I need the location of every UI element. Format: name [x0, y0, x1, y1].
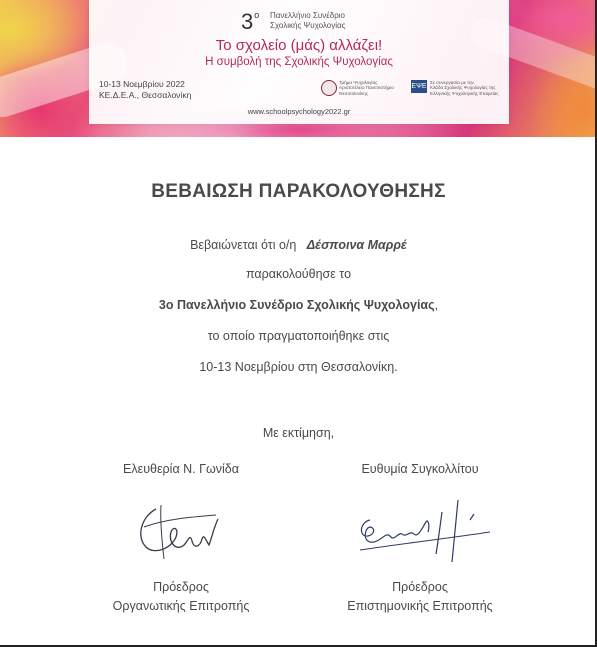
conference-name-line2: Σχολικής Ψυχολογίας — [270, 21, 346, 30]
conference-name-line1: Πανελλήνιο Συνέδριο — [270, 11, 345, 20]
signature-right — [340, 492, 510, 572]
venue-text: ΚΕ.Δ.Ε.Α., Θεσσαλονίκη — [99, 90, 192, 100]
organizer-2-line1: Σε συνεργασία με την — [430, 80, 474, 85]
society-logo-icon: ΕΨΕ — [411, 80, 427, 93]
organizer-2-line2: Κλάδο Σχολικής Ψυχολογίας της — [430, 85, 496, 91]
signer-role: Πρόεδρος — [153, 580, 209, 594]
dates-text: 10-13 Νοεμβρίου 2022 — [99, 79, 185, 89]
conference-subtitle: Η συμβολή της Σχολικής Ψυχολογίας — [205, 56, 393, 68]
signer-name: Ευθυμία Συγκολλίτου — [361, 462, 479, 476]
conference-title-text: 3ο Πανελλήνιο Συνέδριο Σχολικής Ψυχολογίας — [158, 298, 435, 312]
conference-number: $3^o$ — [241, 9, 260, 34]
certificate-intro-line — [0, 238, 597, 252]
organizer-2 — [430, 80, 506, 96]
intro-text: Βεβαιώνεται ότι ο/η — [190, 238, 297, 252]
signer-committee: Οργανωτικής Επιτροπής — [112, 599, 250, 613]
certificate-conference-line — [0, 298, 597, 312]
signer-name: Ελευθερία Ν. Γωνίδα — [123, 462, 239, 476]
signature-left — [116, 497, 246, 567]
organizer-1-line1: Τμήμα Ψυχολογίας — [339, 80, 378, 85]
conference-website: www.schoolpsychology2022.gr — [247, 107, 351, 116]
certificate-title: ΒΕΒΑΙΩΣΗ ΠΑΡΑΚΟΛΟΥΘΗΣΗΣ — [151, 181, 446, 202]
conference-suffix: , — [434, 298, 439, 312]
organizer-1-line3: Θεσσαλονίκης — [339, 90, 369, 96]
banner-card — [89, 0, 509, 124]
certificate-line-2: παρακολούθησε το — [245, 267, 352, 281]
organizer-2-line3: Ελληνικής Ψυχολογικής Εταιρείας — [430, 90, 499, 96]
certificate-line-4: το οποίο πραγματοποιήθηκε στις — [207, 329, 390, 343]
closing-greeting: Με εκτίμηση, — [262, 426, 335, 440]
signer-committee: Επιστημονικής Επιτροπής — [347, 599, 493, 613]
certificate-line-5: 10-13 Νοεμβρίου στη Θεσσαλονίκη. — [199, 360, 398, 374]
organizer-1 — [339, 80, 409, 96]
attendee-name: Δέσποινα Μαρρέ — [306, 238, 407, 252]
conference-dates — [99, 79, 191, 101]
university-seal-icon — [321, 80, 337, 96]
organizer-1-line2: Αριστοτέλειο Πανεπιστήμιο — [339, 85, 394, 91]
painted-banner — [0, 0, 597, 137]
signer-role: Πρόεδρος — [392, 580, 448, 594]
conference-name — [270, 11, 345, 31]
conference-motto: Το σχολείο (μάς) αλλάζει! — [215, 37, 383, 54]
